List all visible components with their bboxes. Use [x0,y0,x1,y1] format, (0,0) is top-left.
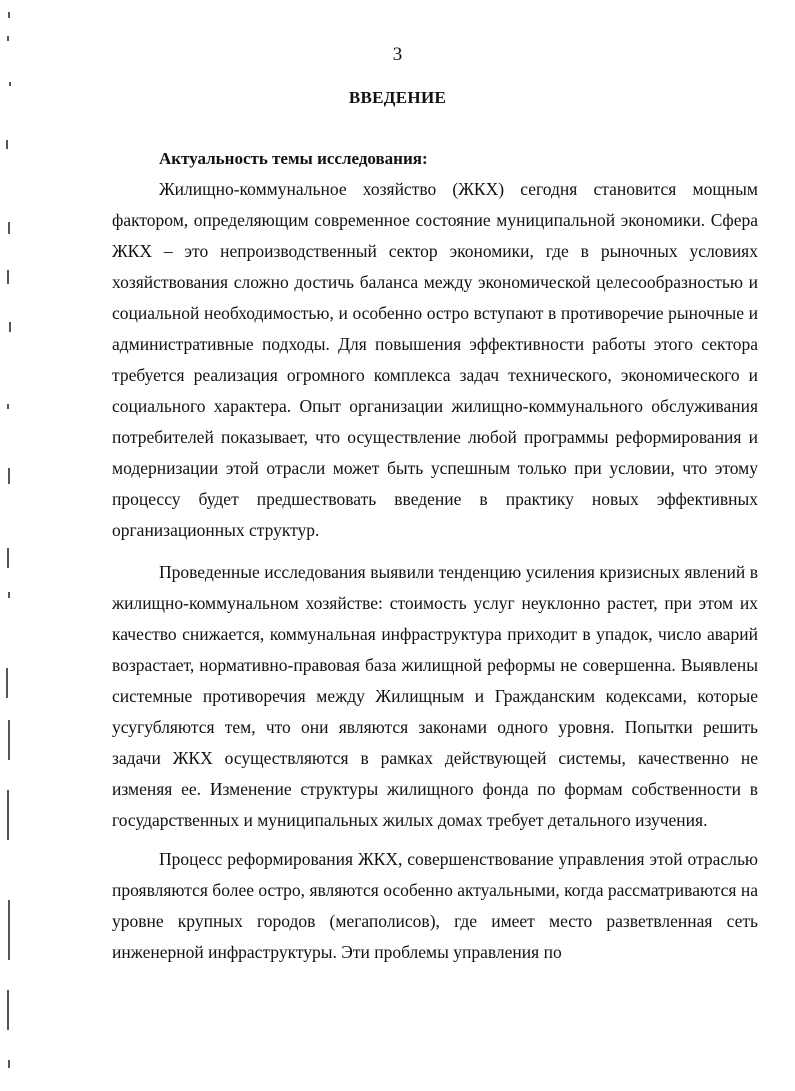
paragraph-2: Проведенные исследования выявили тенденцию усиления кризисных явлений в жилищно-коммунальном хозяйстве: стоимость услуг неуклонно растет, при этом их качество снижается, коммунальная инфраструктура приходит в упадок, число аварий возрастает, нормативно-правовая база жилищной реформы не совершенна. Выявлены системные противоречия между Жилищным и Гражданским кодексами, которые усугубляются тем, что они являются законами одного уровня. Попытки решить задачи ЖКХ осуществляются в рамках действующей системы, качественно не изменяя ее. Изменение структуры жилищного фонда по формам собственности в государственных и муниципальных жилых домах требует детального изучения. [112,562,758,830]
paragraph-3: Процесс реформирования ЖКХ, совершенствование управления этой отраслью проявляются более остро, являются особенно актуальными, когда рассматриваются на уровне крупных городов (мегаполисов), где имеет место разветвленная сеть инженерной инфраструктуры. Эти проблемы управления по [112,849,758,962]
section-heading: Актуальность темы исследования: [159,149,428,168]
scan-edge-artifacts [0,0,20,1091]
paragraph-1: Жилищно-коммунальное хозяйство (ЖКХ) сегодня становится мощным фактором, определяющим современное состояние муниципальной экономики. Сфера ЖКХ – это непроизводственный сектор экономики, где в рыночных условиях хозяйствования сложно достичь баланса между экономической целесообразностью и социальной необходимостью, и особенно остро вступают в противоречие рыночные и административные подходы. Для повышения эффективности работы этого сектора требуется реализация огромного комплекса задач технического, экономического и социального характера. Опыт организации жилищно-коммунального обслуживания потребителей показывает, что осуществление любой программы реформирования и модернизации этой отрасли может быть успешным только при условии, что этому процессу будет предшествовать введение в практику новых эффективных организационных структур. [112,179,758,540]
document-body [112,143,758,968]
page-title: ВВЕДЕНИЕ [348,88,447,107]
page-number: 3 [392,44,403,65]
